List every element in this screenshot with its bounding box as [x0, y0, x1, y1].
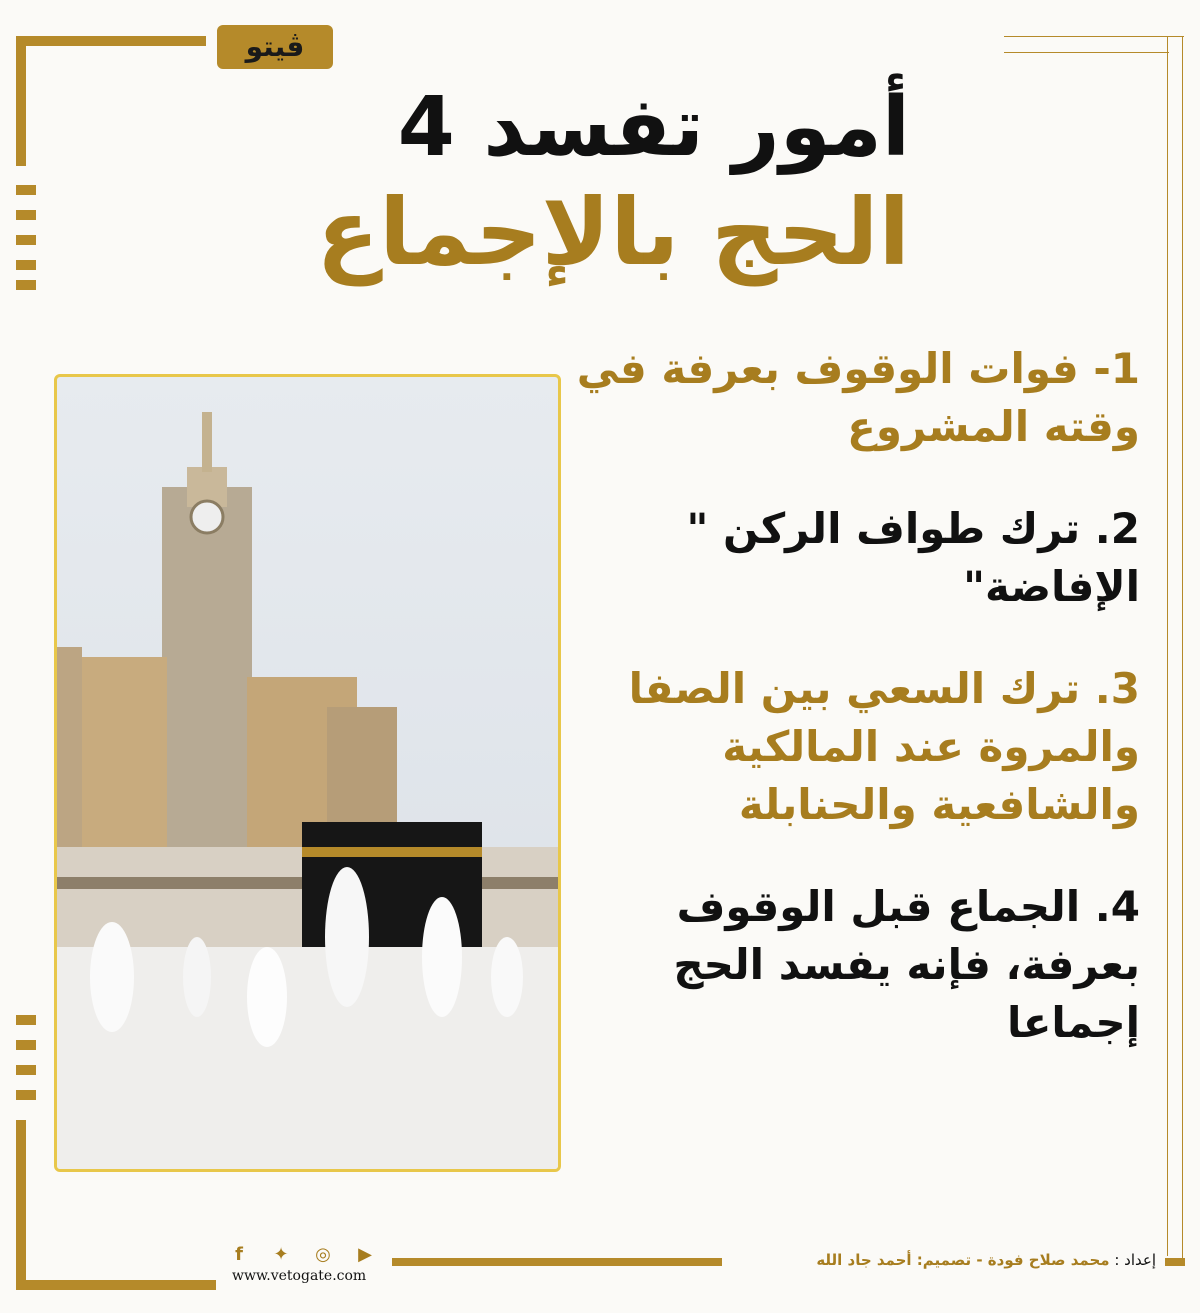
frame-left-lower-v: [16, 1120, 26, 1290]
title-line-1: 4 أمور تفسد: [397, 80, 910, 175]
frame-right-thin-3: [1182, 36, 1183, 1266]
youtube-icon[interactable]: ▶: [358, 1244, 372, 1265]
list-item-3: 3. ترك السعي بين الصفا والمروة عند المالكية والشافعية والحنابلة: [628, 664, 1140, 829]
frame-left-dash-4: [16, 260, 36, 270]
list-item-1: 1- فوات الوقوف بعرفة في وقته المشروع: [576, 344, 1140, 451]
frame-left-lower-dash-3: [16, 1065, 36, 1075]
frame-left-dash-5: [16, 280, 36, 290]
frame-top-left-h: [16, 36, 206, 46]
frame-right-thin-2: [1167, 36, 1168, 1256]
website-link[interactable]: www.vetogate.com: [232, 1268, 367, 1284]
frame-left-dash-2: [16, 210, 36, 220]
brand-logo: ڤيتو: [217, 25, 333, 69]
title-line-2: الحج بالإجماع: [316, 179, 910, 286]
frame-right-thin-4: [1004, 52, 1169, 53]
frame-left-lower-dash-1: [16, 1015, 36, 1025]
credits: [816, 1251, 1156, 1269]
frame-left-dash-3: [16, 235, 36, 245]
facebook-icon[interactable]: f: [235, 1244, 243, 1265]
frame-left-lower-dash-4: [16, 1090, 36, 1100]
instagram-icon[interactable]: ◎: [315, 1244, 331, 1265]
social-icons: [228, 1244, 376, 1266]
list-item-4: 4. الجماع قبل الوقوف بعرفة، فإنه يفسد الحج إجماعا: [673, 882, 1140, 1047]
frame-bottom-left-h: [16, 1280, 216, 1290]
frame-left-lower-dash-2: [16, 1040, 36, 1050]
frame-left-dash-1: [16, 185, 36, 195]
frame-bottom-mid-h: [392, 1258, 722, 1266]
credit-label: إعداد :: [1114, 1251, 1156, 1269]
page-title: [210, 78, 910, 288]
kaaba-photo: [54, 374, 561, 1172]
frame-right-thin-1: [1004, 36, 1184, 37]
frame-left-v: [16, 36, 26, 166]
kaaba-photo-illustration: [57, 377, 558, 1169]
list-item-2: 2. ترك طواف الركن " الإفاضة": [686, 504, 1140, 611]
item-list: [560, 340, 1140, 1096]
credit-names: محمد صلاح فودة - تصميم: أحمد جاد الله: [816, 1251, 1110, 1269]
twitter-icon[interactable]: ✦: [273, 1244, 289, 1265]
